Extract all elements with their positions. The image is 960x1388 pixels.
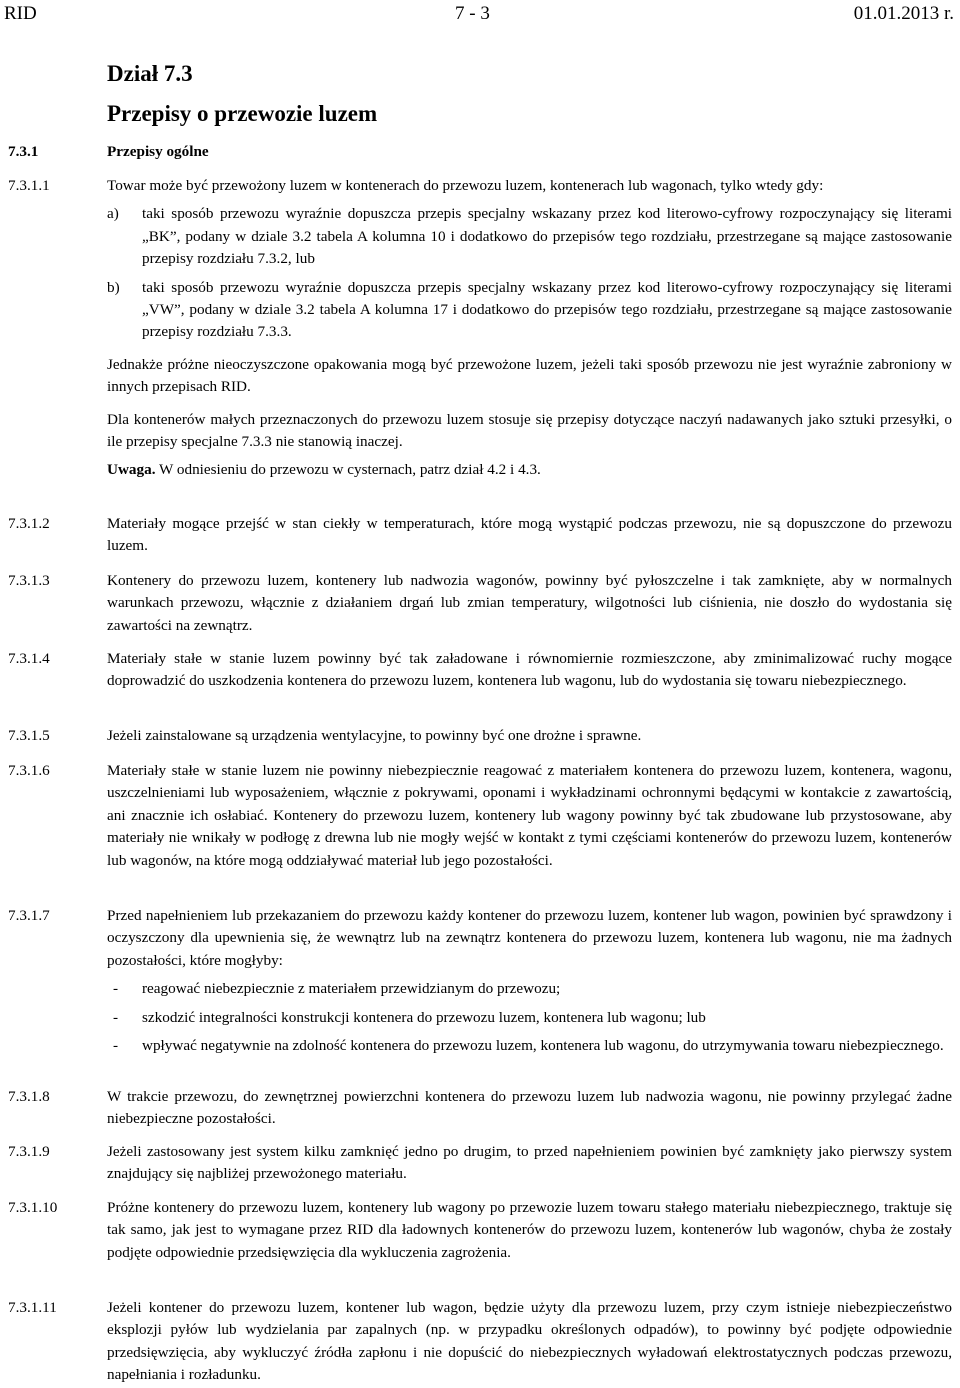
paragraph-text: Materiały stałe w stanie luzem nie powinny niebezpiecznie reagować z materiałem kontenera do przewozu luzem, kontenera, wagonu, uszczelnieniami lub wyposażeniem, włącznie z pokrywami, oponami i wykładzinami ochronnymi będącymi w kontakcie z zawartością, ani znacznie ich osłabiać. Kontenery do przewozu luzem, kontenery lub wagony powinny być tak zbudowane lub przystosowane, aby materiały nie wnikały w podłogę z drewna lub nie mogły wejść w kontakt z tymi częściami kontenerów do przewozu luzem, kontenerów lub wagonów, na które mogą oddziaływać materiał lub jego pozostałości. <box>107 762 952 869</box>
paragraph-text: W trakcie przewozu, do zewnętrznej powierzchni kontenera do przewozu luzem lub nadwozia wagonu, nie powinny przylegać żadne niebezpieczne pozostałości. <box>107 1088 952 1128</box>
paragraph-number: 7.3.1.5 <box>8 727 50 744</box>
list-item-text: taki sposób przewozu wyraźnie dopuszcza przepis specjalny wskazany przez kod literowo-cyfrowy rozpoczynający się literami „VW”, podany w dziale 3.2 tabela A kolumna 17 i dodatkowo do przepisów tego rozdziału, przestrzegane są mające zastosowanie przepisy rozdziału 7.3.3. <box>142 278 952 341</box>
paragraph-7-3-1-2 <box>8 513 952 558</box>
paragraph-text: Jednakże próżne nieoczyszczone opakowania mogą być przewożone luzem, jeżeli taki sposób przewozu nie jest wyraźnie zabroniony w innych przepisach RID. <box>107 355 952 396</box>
note <box>107 459 952 481</box>
paragraph-text: Jeżeli zainstalowane są urządzenia wentylacyjne, to powinny być one drożne i sprawne. <box>107 727 642 744</box>
paragraph-number: 7.3.1.10 <box>8 1199 58 1216</box>
paragraph-text: Materiały mogące przejść w stan ciekły w temperaturach, które mogą wystąpić podczas przewozu, nie są dopuszczone do przewozu luzem. <box>107 515 952 555</box>
paragraph-text: Jeżeli zastosowany jest system kilku zamknięć jedno po drugim, to przed napełnieniem powinien być zamknięty jako pierwszy system znajdujący się najbliżej przewożonego materiału. <box>107 1143 952 1183</box>
list-item-text: reagować niebezpiecznie z materiałem przewidzianym do przewozu; <box>142 980 561 998</box>
paragraph-7-3-1-10 <box>8 1197 952 1264</box>
paragraph-text: Towar może być przewożony luzem w kontenerach do przewozu luzem, kontenerach lub wagonach, tylko wtedy gdy: <box>107 177 824 194</box>
paragraph-number: 7.3.1.2 <box>8 515 50 532</box>
paragraph-number: 7.3.1.3 <box>8 572 50 589</box>
note-text: W odniesieniu do przewozu w cysternach, patrz dział 4.2 i 4.3. <box>155 461 541 479</box>
paragraph-7-3-1-9 <box>8 1141 952 1186</box>
paragraph-number: 7.3.1.1 <box>8 177 50 194</box>
section-title: Przepisy ogólne <box>107 143 209 160</box>
paragraph-number: 7.3.1.4 <box>8 650 50 667</box>
paragraph-text: Próżne kontenery do przewozu luzem, kontenery lub wagony po przewozie luzem towaru stałego materiału niebezpiecznego, traktuje się tak samo, jak jest to wymagane przez RID dla ładownych kontenerów do przewozu luzem, kontenerów lub wagonów, chyba że zostały podjęte odpowiednie przedsięwzięcia dla wykluczenia zagrożenia. <box>107 1199 952 1261</box>
paragraph-number: 7.3.1.9 <box>8 1143 50 1160</box>
note-label: Uwaga. <box>107 461 156 479</box>
list-item-text: wpływać negatywnie na zdolność kontenera do przewozu luzem, kontenera lub wagonu, do utrzymywania towaru niebezpiecznego. <box>142 1037 944 1055</box>
list-item <box>107 978 952 1000</box>
bullet: - <box>113 1008 119 1026</box>
paragraph-number: 7.3.1.8 <box>8 1088 50 1105</box>
paragraph-7-3-1-4 <box>8 648 952 693</box>
list-item <box>107 277 952 344</box>
header-left: RID <box>4 3 37 24</box>
paragraph-number: 7.3.1.11 <box>8 1299 57 1316</box>
chapter-subtitle: Przepisy o przewozie luzem <box>107 101 378 126</box>
paragraph-text: Kontenery do przewozu luzem, kontenery lub nadwozia wagonów, powinny być pyłoszczelne i tak zamknięte, aby w normalnych warunkach przewozu, włącznie z działaniem drgań lub zmian temperatury, wilgotności lub ciśnienia, nie doszło do wydostania się zawartości na zewnątrz. <box>107 572 952 634</box>
paragraph-7-3-1-11 <box>8 1297 952 1387</box>
header-page-number: 7 - 3 <box>455 3 490 24</box>
list-item-label: b) <box>107 278 120 296</box>
list-item-text: szkodzić integralności konstrukcji kontenera do przewozu luzem, kontenera lub wagonu; lub <box>142 1008 706 1026</box>
paragraph-text: Przed napełnieniem lub przekazaniem do przewozu każdy kontener do przewozu luzem, kontener lub wagon, powinien być sprawdzony i oczyszczony dla upewnienia się, że wewnątrz lub na zewnątrz kontenera do przewozu luzem, kontenera lub wagonu, nie ma żadnych pozostałości, które mogłyby: <box>107 907 952 969</box>
paragraph-number: 7.3.1.6 <box>8 762 50 779</box>
paragraph-text: Dla kontenerów małych przeznaczonych do przewozu luzem stosuje się przepisy dotyczące naczyń nadawanych jako sztuki przesyłki, o ile przepisy specjalne 7.3.3 nie stanowią inaczej. <box>107 410 952 451</box>
paragraph-7-3-1-7 <box>8 905 952 1057</box>
paragraph-7-3-1-3 <box>8 570 952 637</box>
paragraph-number: 7.3.1.7 <box>8 907 50 924</box>
list-item <box>107 203 952 270</box>
list-item <box>107 1007 952 1029</box>
bullet: - <box>113 980 119 998</box>
paragraph-text: Materiały stałe w stanie luzem powinny być tak załadowane i równomiernie rozmieszczone, aby zminimalizować ruchy mogące doprowadzić do uszkodzenia kontenera do przewozu luzem, kontenera lub wagonu, lub do wydostania się towaru niebezpiecznego. <box>107 650 952 690</box>
paragraph-text: Jeżeli kontener do przewozu luzem, kontener lub wagon, będzie użyty dla przewozu luzem, przy czym istnieje niebezpieczeństwo eksplozji pyłów lub wydzielania par zapalnych (np. w przypadku określonych odpadów), to powinny być podjęte odpowiednie przedsięwzięcia, aby wykluczyć źródła zapłonu i nie dopuścić do niebezpiecznych wyładowań elektrostatycznych podczas przewozu, napełniania i rozładunku. <box>107 1299 952 1384</box>
header-date: 01.01.2013 r. <box>853 3 954 24</box>
list-item <box>107 1035 952 1057</box>
paragraph-7-3-1-6 <box>8 760 952 872</box>
paragraph-7-3-1-1 <box>8 175 952 482</box>
bullet: - <box>113 1037 119 1055</box>
list-item-label: a) <box>107 205 119 223</box>
paragraph-7-3-1-8 <box>8 1086 952 1131</box>
section-number: 7.3.1 <box>8 143 39 160</box>
chapter-title: Dział 7.3 <box>107 61 193 86</box>
paragraph-7-3-1-5 <box>8 725 952 747</box>
list-item-text: taki sposób przewozu wyraźnie dopuszcza przepis specjalny wskazany przez kod literowo-cyfrowy rozpoczynający się literami „BK”, podany w dziale 3.2 tabela A kolumna 10 i dodatkowo do przepisów tego rozdziału, przestrzegane są mające zastosowanie przepisy rozdziału 7.3.2, lub <box>142 205 952 268</box>
